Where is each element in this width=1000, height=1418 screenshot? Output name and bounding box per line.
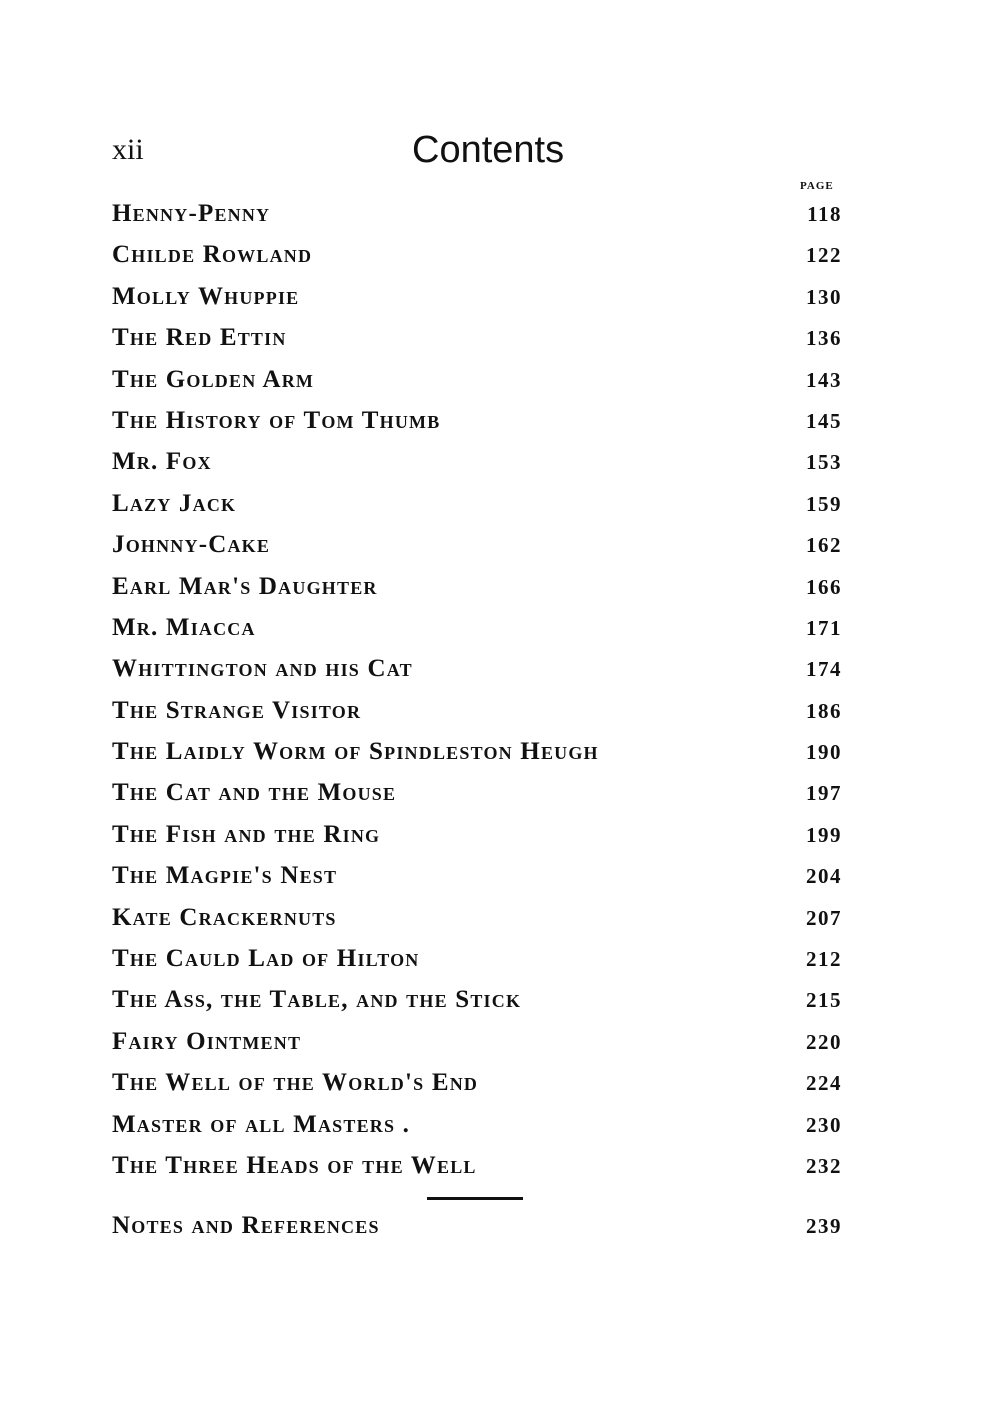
toc-entry-page: 159 [806,491,842,516]
toc-entry-page: 204 [806,864,842,889]
toc-entry-page: 136 [806,326,842,351]
toc-entry-page: 162 [806,533,842,558]
toc-entry-title: Henny-Penny [112,200,271,227]
toc-entry [112,904,842,945]
toc-entry-title: The Cauld Lad of Hilton [112,945,420,973]
toc-entry-title: Earl Mar's Daughter [112,572,378,600]
toc-entry [112,862,842,903]
toc-entry-title: The Red Ettin [112,324,287,352]
toc-entry [112,1111,842,1152]
toc-entry-page: 232 [806,1153,842,1178]
page-title: Contents [412,129,565,171]
toc-entry-page: 118 [807,202,842,226]
toc-entry [112,283,842,324]
toc-entry [112,614,842,655]
toc-entry-title: The History of Tom Thumb [112,406,441,434]
toc-entry-title: Fairy Ointment [112,1027,302,1055]
toc-entry-title: The Three Heads of the Well [112,1151,477,1179]
toc-entry-page: 197 [806,781,842,806]
toc-entry-page: 224 [806,1071,842,1096]
toc-entry-title: The Golden Arm [112,365,315,393]
toc-entry [112,821,842,862]
section-divider-rule [427,1197,523,1200]
toc-entry-title: Molly Whuppie [112,282,300,310]
toc-entry-page: 130 [806,284,842,309]
toc-entry [112,986,842,1027]
notes-entry-title: Notes and References [112,1212,380,1239]
toc-entry [112,324,842,365]
toc-entry-page: 122 [806,243,842,268]
toc-entry [112,738,842,779]
table-of-contents [112,200,842,1193]
toc-entry [112,945,842,986]
toc-entry [112,1152,842,1193]
toc-entry [112,448,842,489]
toc-entry-page: 199 [806,822,842,847]
toc-entry-page: 215 [806,988,842,1013]
toc-entry-title: The Magpie's Nest [112,862,338,890]
toc-entry [112,779,842,820]
toc-entry-page: 220 [806,1029,842,1054]
toc-entry-page: 143 [806,367,842,392]
toc-entry-title: Childe Rowland [112,241,313,269]
toc-entry-page: 212 [806,947,842,972]
toc-entry-title: The Cat and the Mouse [112,779,397,807]
toc-entry-page: 174 [806,657,842,682]
toc-entry-title: Mr. Fox [112,448,212,476]
toc-entry-title: Mr. Miacca [112,613,256,641]
toc-entry-title: The Fish and the Ring [112,820,381,848]
toc-entry-title: Master of all Masters . [112,1110,411,1138]
toc-entry-page: 166 [806,574,842,599]
page-column-label: PAGE [800,180,834,192]
toc-entry-title: The Strange Visitor [112,696,362,724]
toc-entry [112,697,842,738]
toc-entry-title: Johnny-Cake [112,531,271,559]
toc-entry [112,241,842,282]
toc-entry-page: 207 [806,905,842,930]
toc-entry [112,1028,842,1069]
toc-entry [112,366,842,407]
toc-entry-page: 153 [806,450,842,475]
toc-entry-page: 171 [806,615,842,640]
notes-entry-page: 239 [806,1214,842,1238]
toc-entry-title: The Laidly Worm of Spindleston Heugh [112,738,599,766]
toc-entry [112,1069,842,1110]
toc-entry [112,531,842,572]
toc-entry [112,407,842,448]
toc-entry [112,655,842,696]
toc-entry-title: The Well of the World's End [112,1069,479,1097]
toc-entry-title: The Ass, the Table, and the Stick [112,986,522,1014]
toc-entry-page: 190 [806,740,842,765]
toc-entry [112,573,842,614]
toc-entry-page: 145 [806,408,842,433]
toc-entry-title: Whittington and his Cat [112,655,413,683]
notes-entry [112,1212,842,1240]
toc-entry [112,490,842,531]
page-number: xii [112,133,144,166]
toc-entry-title: Kate Crackernuts [112,903,337,931]
toc-entry-page: 230 [806,1112,842,1137]
toc-entry [112,200,842,241]
toc-entry-title: Lazy Jack [112,489,237,517]
toc-entry-page: 186 [806,698,842,723]
